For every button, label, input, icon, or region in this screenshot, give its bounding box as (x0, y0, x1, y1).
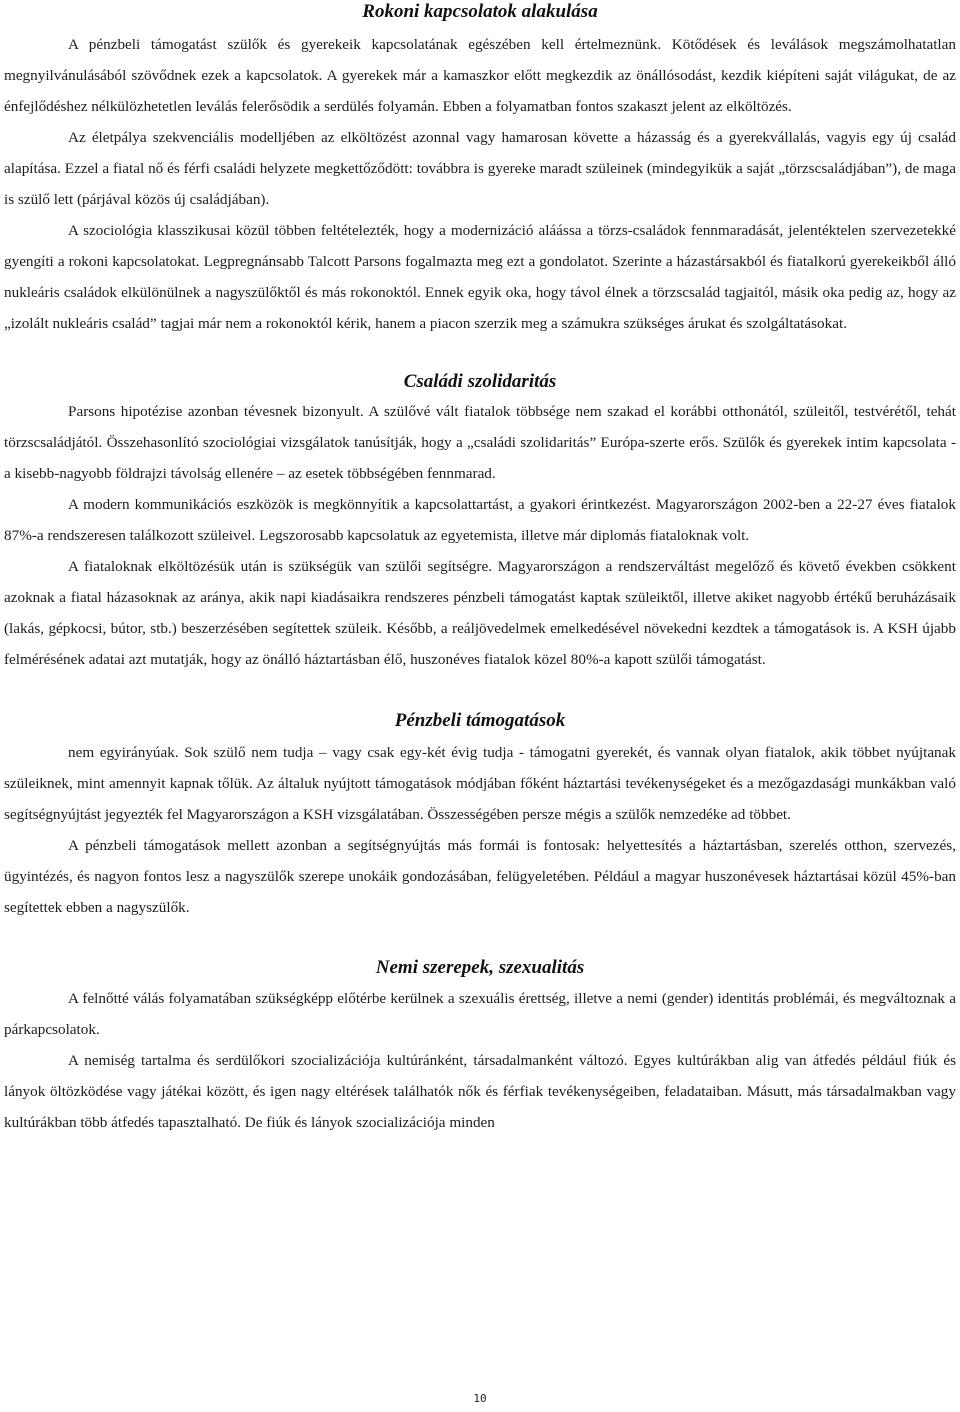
section-csaladi-szolidaritas (4, 370, 956, 675)
paragraph: A fiataloknak elköltözésük után is szükségük van szülői segítségre. Magyarországon a rendszerváltást megelőző és követő években csökkent azoknak a fiatal házasoknak az aránya, akik napi kiadásaikra rendszeres pénzbeli támogatást kaptak szüleiktől, illetve akiket nagyobb értékű beruházásaik (lakás, gépkocsi, bútor, stb.) beszerzésében segítettek szüleik. Később, a reáljövedelmek emelkedésével növekedni kezdtek a támogatások is. A KSH újabb felmérésének adatai azt mutatják, hogy az önálló háztartásban élő, huszonéves fiatalok közel 80%-a kapott szülői támogatást. (4, 558, 956, 668)
paragraph: Parsons hipotézise azonban tévesnek bizonyult. A szülővé vált fiatalok többsége nem szakad el korábbi otthonától, szüleitől, testvérétől, tehát törzscsaládjától. Összehasonlító szociológiai vizsgálatok tanúsítják, hogy a „családi szolidaritás” Európa-szerte erős. Szülők és gyerekek intim kapcsolata - a kisebb-nagyobb földrajzi távolság ellenére – az esetek többségében fennmarad. (4, 403, 956, 482)
section-heading: Nemi szerepek, szexualitás (375, 957, 585, 978)
section-heading: Rokoni kapcsolatok alakulása (362, 1, 598, 22)
section-heading: Családi szolidaritás (403, 371, 557, 392)
paragraph: Az életpálya szekvenciális modelljében az elköltözést azonnal vagy hamarosan követte a házasság és a gyerekvállalás, vagyis egy új család alapítása. Ezzel a fiatal nő és férfi családi helyzete megkettőződött: továbbra is gyereke maradt szüleinek (mindegyikük a saját „törzscsaládjában”), de maga is szülő lett (párjával közös új családjában). (4, 129, 956, 208)
section-penzbeli-tamogatasok (4, 709, 956, 923)
section-heading: Pénzbeli támogatások (394, 710, 566, 731)
paragraph: A szociológia klasszikusai közül többen feltételezték, hogy a modernizáció aláássa a törzs-családok fennmaradását, jelentéktelen szervezetekké gyengíti a rokoni kapcsolatokat. Legpregnánsabb Talcott Parsons fogalmazta meg ezt a gondolatot. Szerinte a házastársakból és fiatalkorú gyerekeikből álló nukleáris családok elkülönülnek a nagyszülőktől és más rokonoktól. Ennek egyik oka, hogy távol élnek a törzscsalád tagjaitól, másik oka pedig az, hogy az „izolált nukleáris család” tagjai már nem a rokonoktól kérik, hanem a piacon szerzik meg a számukra szükséges árukat és szolgáltatásokat. (4, 222, 956, 332)
section-rokoni-kapcsolatok (4, 0, 956, 339)
paragraph: A modern kommunikációs eszközök is megkönnyítik a kapcsolattartást, a gyakori érintkezést. Magyarországon 2002-ben a 22-27 éves fiatalok 87%-a rendszeresen találkozott szüleivel. Legszorosabb kapcsolatuk az egyetemista, illetve már diplomás fiataloknak volt. (4, 496, 956, 544)
paragraph: nem egyirányúak. Sok szülő nem tudja – vagy csak egy-két évig tudja - támogatni gyerekét, és vannak olyan fiatalok, akik többet nyújtanak szüleiknek, mint amennyit kapnak tőlük. Az általuk nyújtott támogatások módjában főként háztartási tevékenységeket és a mezőgazdasági munkákban való segítségnyújtást jegyezték fel Magyarországon a KSH vizsgálatában. Összességében persze mégis a szülők nemzedéke ad többet. (4, 744, 956, 823)
paragraph: A felnőtté válás folyamatában szükségképp előtérbe kerülnek a szexuális érettség, illetve a nemi (gender) identitás problémái, és megváltoznak a párkapcsolatok. (4, 990, 956, 1038)
paragraph: A pénzbeli támogatást szülők és gyerekeik kapcsolatának egészében kell értelmeznünk. Kötődések és leválások megszámolhatatlan megnyilvánulásából szövődnek ezek a kapcsolatok. A gyerekek már a kamaszkor előtt megkezdik az önállósodást, kezdik kiépíteni saját világukat, de az énfejlődéshez nélkülözhetetlen leválás felerősödik a serdülés folyamán. Ebben a folyamatban fontos szakaszt jelent az elköltözés. (4, 36, 956, 115)
section-nemi-szerepek (4, 956, 956, 1138)
page-number: 10 (473, 1392, 487, 1405)
paragraph: A pénzbeli támogatások mellett azonban a segítségnyújtás más formái is fontosak: helyettesítés a háztartásban, szerelés otthon, szervezés, ügyintézés, és nagyon fontos lesz a nagyszülők szerepe unokáik gondozásában, felügyeletében. Például a magyar huszonévesek háztartásai közül 45%-ban segítettek ebben a nagyszülők. (4, 837, 956, 916)
paragraph: A nemiség tartalma és serdülőkori szocializációja kultúránként, társadalmanként változó. Egyes kultúrákban alig van átfedés például fiúk és lányok öltözködése vagy játékai között, és igen nagy eltérések találhatók nők és férfiak tevékenységeiben, feladataiban. Másutt, más társadalmakban vagy kultúrákban több átfedés tapasztalható. De fiúk és lányok szocializációja minden (4, 1052, 956, 1131)
document-page (4, 0, 956, 1138)
